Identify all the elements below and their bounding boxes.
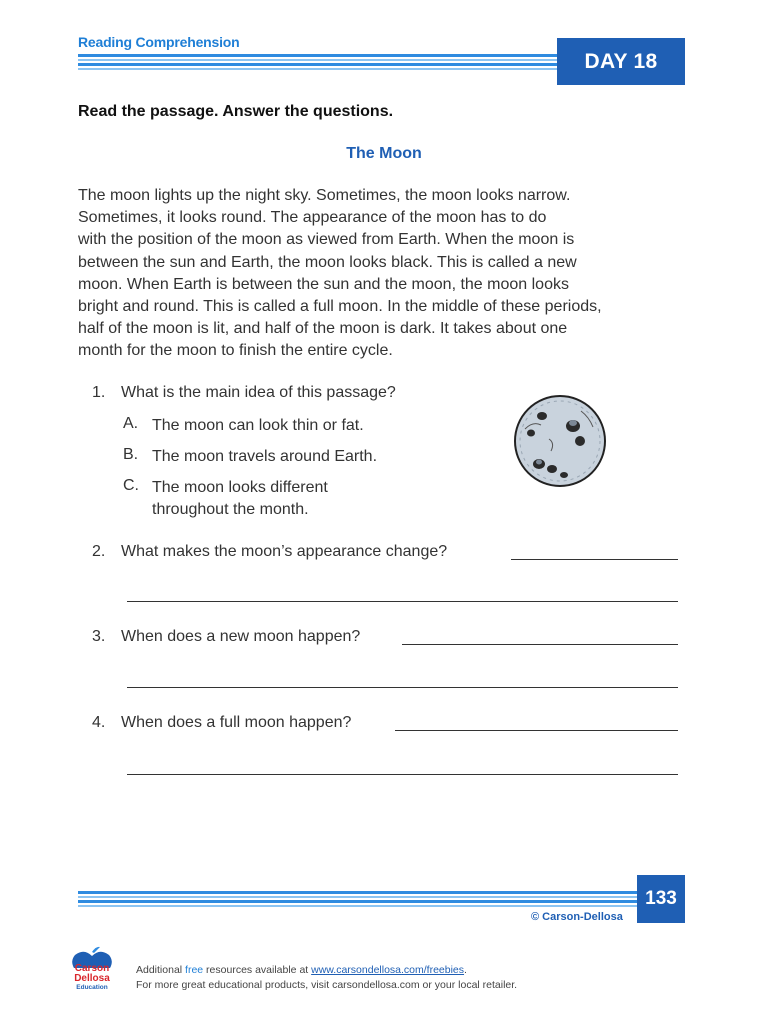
passage-line: month for the moon to finish the entire cycle. [78, 342, 393, 360]
question-number: 2. [92, 543, 106, 560]
passage-line: bright and round. This is called a full moon. In the middle of these periods, [78, 298, 602, 316]
option-text [152, 477, 328, 521]
footer-stripe [78, 900, 638, 903]
header-stripe [78, 54, 558, 57]
question-text: When does a new moon happen? [121, 628, 361, 645]
answer-line[interactable] [511, 559, 678, 560]
answer-line[interactable] [127, 774, 678, 775]
header-stripe [78, 63, 558, 66]
instructions: Read the passage. Answer the questions. [78, 103, 394, 120]
footer-text-part: Additional [136, 964, 186, 976]
copyright: © Carson-Dellosa [531, 911, 623, 923]
passage-line: half of the moon is lit, and half of the moon is dark. It takes about one [78, 320, 568, 338]
logo-text: Education [76, 984, 108, 991]
footer-stripe [78, 891, 638, 894]
passage-line: moon. When Earth is between the sun and the moon, the moon looks [78, 275, 569, 293]
passage-text [78, 185, 678, 363]
passage-line: Sometimes, it looks round. The appearance of the moon has to do [78, 209, 547, 227]
question-text: What is the main idea of this passage? [121, 384, 396, 401]
day-badge: DAY 18 [557, 38, 685, 85]
footer-text [136, 963, 517, 993]
logo-text: Carson [74, 963, 110, 974]
option-text-line: The moon looks different [152, 479, 328, 496]
passage-line: between the sun and Earth, the moon looks black. This is called a new [78, 253, 577, 271]
question-text: What makes the moon’s appearance change? [121, 543, 448, 560]
free-highlight: free [185, 964, 204, 976]
section-title: Reading Comprehension [78, 34, 240, 50]
option-letter: C. [123, 477, 139, 494]
answer-line[interactable] [127, 687, 678, 688]
passage-line: with the position of the moon as viewed from Earth. When the moon is [78, 231, 575, 249]
footer-text-part: . [464, 964, 467, 976]
question-text: When does a full moon happen? [121, 714, 352, 731]
answer-line[interactable] [127, 601, 678, 602]
passage-title: The Moon [346, 145, 422, 162]
footer-stripe [78, 905, 638, 907]
moon-illustration [511, 391, 609, 491]
header-stripe [78, 68, 558, 70]
question-number: 1. [92, 384, 106, 401]
logo-text: Dellosa [74, 973, 110, 984]
question-number: 3. [92, 628, 106, 645]
footer-line-1 [136, 963, 517, 978]
answer-line[interactable] [402, 644, 678, 645]
option-text-line: throughout the month. [152, 501, 309, 518]
option-text: The moon can look thin or fat. [152, 417, 364, 434]
footer-line-2: For more great educational products, visit carsondellosa.com or your local retailer. [136, 979, 518, 991]
option-text: The moon travels around Earth. [152, 448, 378, 465]
footer-text-part: resources available at [203, 964, 312, 976]
header-stripe [78, 59, 558, 61]
freebies-link[interactable]: www.carsondellosa.com/freebies [311, 964, 465, 976]
option-letter: A. [123, 415, 139, 432]
question-number: 4. [92, 714, 106, 731]
carson-dellosa-logo [66, 944, 118, 1004]
page-number: 133 [637, 875, 685, 923]
answer-line[interactable] [395, 730, 678, 731]
option-letter: B. [123, 446, 139, 463]
passage-line: The moon lights up the night sky. Sometimes, the moon looks narrow. [78, 187, 571, 204]
footer-stripe [78, 896, 638, 898]
